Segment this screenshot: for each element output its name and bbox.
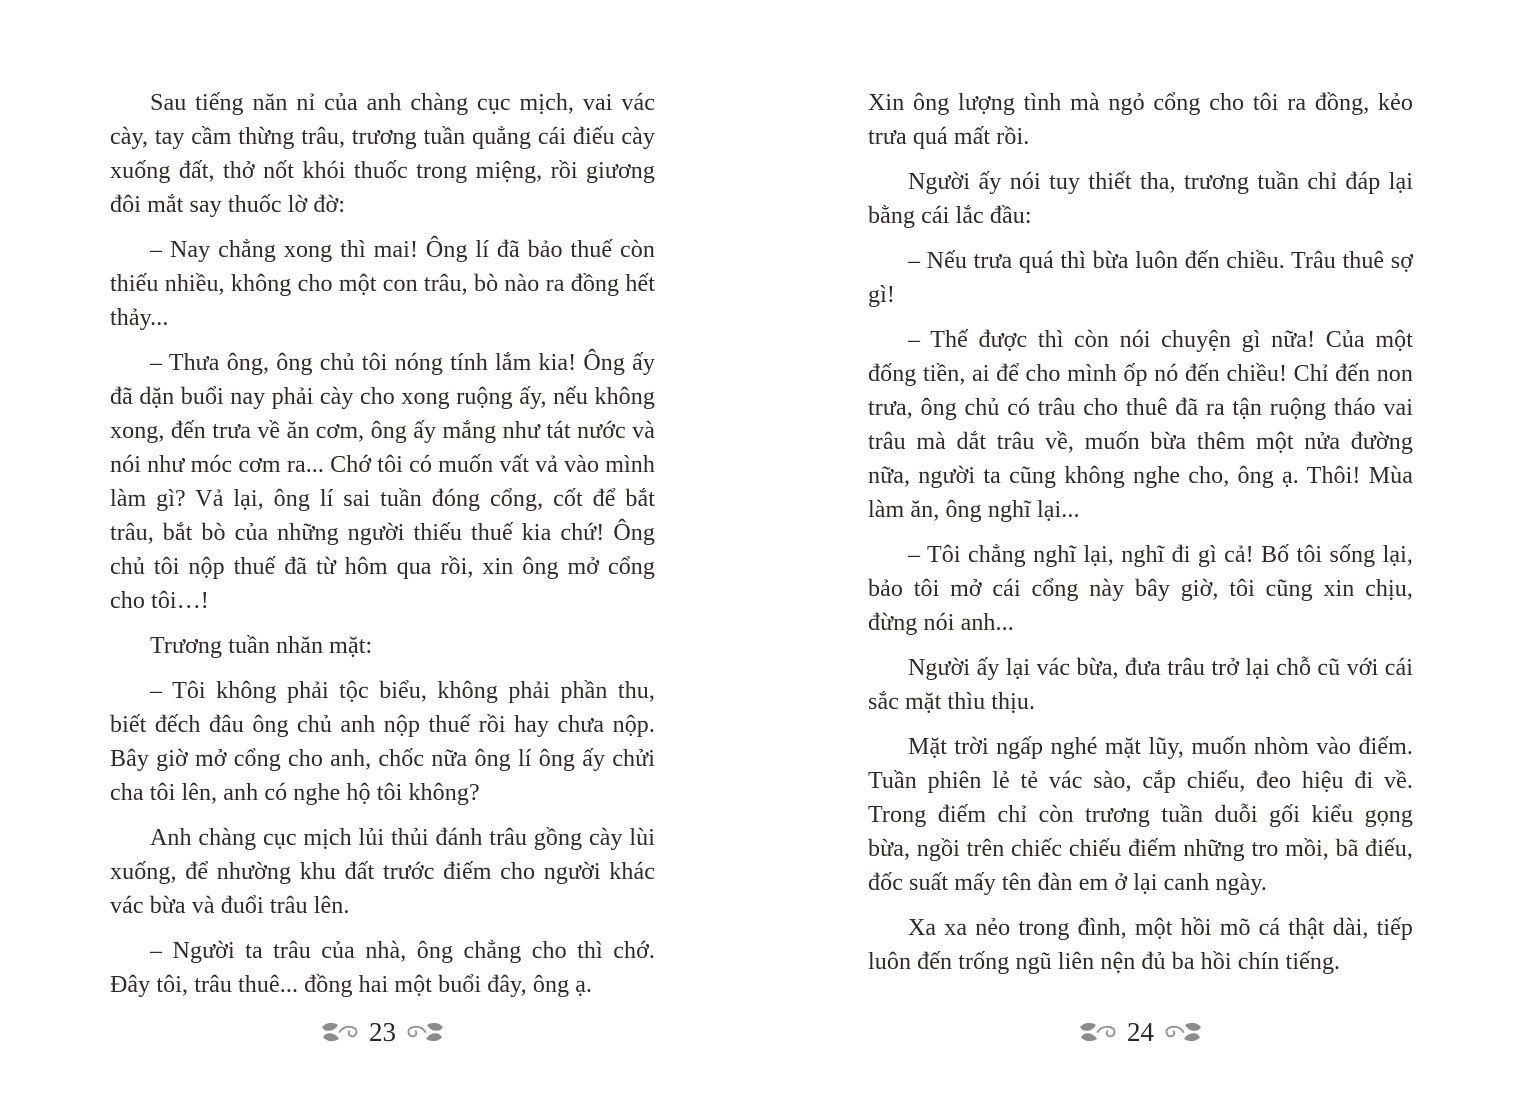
paragraph-right-7: Mặt trời ngấp nghé mặt lũy, muốn nhòm vào điếm. Tuần phiên lẻ tẻ vác sào, cắp chiếu, đeo hiệu đi về. Trong điếm chỉ còn trương tuần duỗi gối kiểu gọng bừa, ngồi trên chiếc chiếu điếm những tro mồi, bã điếu, đốc suất mấy tên đàn em ở lại canh ngày. [868,734,1413,896]
right-page-footer [868,1012,1413,1052]
paragraph-left-4: Trương tuần nhăn mặt: [150,633,373,659]
floral-leaf-ornament-icon [1079,1020,1119,1044]
paragraph-right-1: Xin ông lượng tình mà ngỏ cổng cho tôi ra đồng, kẻo trưa quá mất rồi. [868,90,1413,150]
right-page-text-column [868,86,1413,979]
paragraph-left-7: – Người ta trâu của nhà, ông chẳng cho thì chớ. Đây tôi, trâu thuê... đồng hai một buổi đây, ông ạ. [110,938,655,998]
paragraph-left-1: Sau tiếng năn nỉ của anh chàng cục mịch, vai vác cày, tay cầm thừng trâu, trương tuần quẳng cái điếu cày xuống đất, thở nốt khói thuốc trong miệng, rồi giương đôi mắt say thuốc lờ đờ: [110,90,655,218]
paragraph-left-6: Anh chàng cục mịch lủi thủi đánh trâu gồng cày lùi xuống, để nhường khu đất trước điếm cho người khác vác bừa và đuổi trâu lên. [110,825,655,919]
right-page-number: 24 [1127,1016,1154,1047]
paragraph-right-3: – Nếu trưa quá thì bừa luôn đến chiều. Trâu thuê sợ gì! [868,248,1413,308]
floral-leaf-ornament-icon [321,1020,361,1044]
paragraph-right-4: – Thế được thì còn nói chuyện gì nữa! Của một đống tiền, ai để cho mình ốp nó đến chiều! Chỉ đến non trưa, ông chủ có trâu cho thuê đã ra tận ruộng tháo vai trâu mà dắt trâu về, muốn bừa thêm một nửa đường nữa, người ta cũng không nghe cho, ông ạ. Thôi! Mùa làm ăn, ông nghĩ lại... [868,327,1413,523]
paragraph-left-3: – Thưa ông, ông chủ tôi nóng tính lắm kia! Ông ấy đã dặn buổi nay phải cày cho xong ruộng ấy, nếu không xong, đến trưa về ăn cơm, ông ấy mắng như tát nước và nói như móc cơm ra... Chớ tôi có muốn vất vả vào mình làm gì? Vả lại, ông lí sai tuần đóng cổng, cốt để bắt trâu, bắt bò của những người thiếu thuế kia chứ! Ông chủ tôi nộp thuế đã từ hôm qua rồi, xin ông mở cổng cho tôi…! [110,350,655,614]
left-page-footer [110,1012,655,1052]
paragraph-left-5: – Tôi không phải tộc biểu, không phải phần thu, biết đếch đâu ông chủ anh nộp thuế rồi hay chưa nộp. Bây giờ mở cổng cho anh, chốc nữa ông lí ông ấy chửi cha tôi lên, anh có nghe hộ tôi không? [110,678,655,806]
floral-leaf-ornament-icon [404,1020,444,1044]
paragraph-right-5: – Tôi chẳng nghĩ lại, nghĩ đi gì cả! Bố tôi sống lại, bảo tôi mở cái cổng này bây giờ, tôi cũng xin chịu, đừng nói anh... [868,542,1413,636]
left-page-text-column [110,86,655,1002]
paragraph-right-6: Người ấy lại vác bừa, đưa trâu trở lại chỗ cũ với cái sắc mặt thìu thịu. [868,655,1413,715]
left-page-number: 23 [369,1016,396,1047]
floral-leaf-ornament-icon [1162,1020,1202,1044]
paragraph-right-2: Người ấy nói tuy thiết tha, trương tuần chỉ đáp lại bằng cái lắc đầu: [868,169,1413,229]
paragraph-left-2: – Nay chẳng xong thì mai! Ông lí đã bảo thuế còn thiếu nhiều, không cho một con trâu, bò nào ra đồng hết thảy... [110,237,655,331]
paragraph-right-8: Xa xa nẻo trong đình, một hồi mõ cá thật dài, tiếp luôn đến trống ngũ liên nện đủ ba hồi chín tiếng. [868,915,1413,975]
